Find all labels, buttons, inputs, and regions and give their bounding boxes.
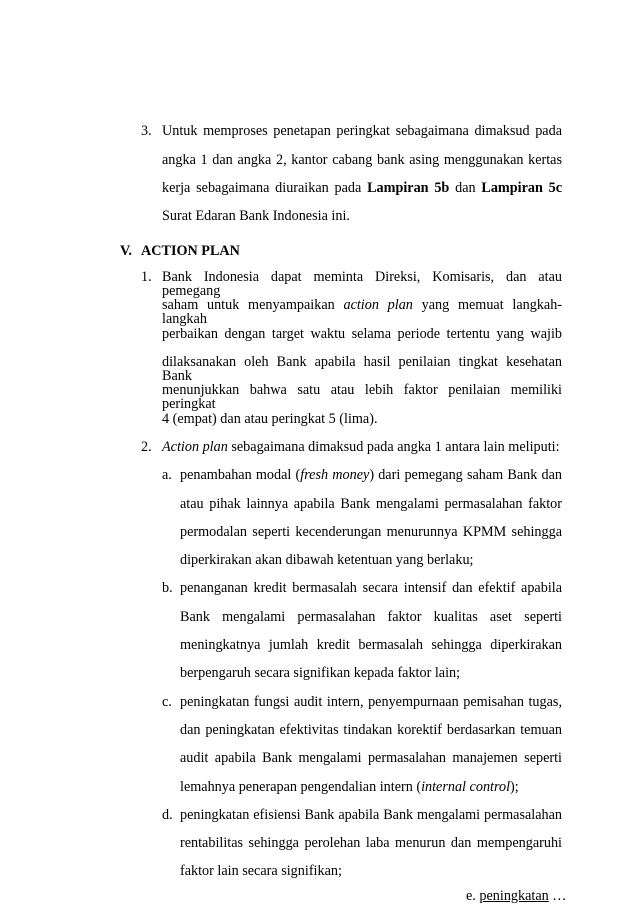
internal-control-term: internal control [421,779,511,795]
sub-c-line-4: lemahnya penerapan pengendalian intern (internal control); [180,779,519,795]
continuation-link: peningkatan [479,888,549,904]
sub-b-line-3: meningkatnya jumlah kredit bermasalah sehingga diperkirakan [180,637,562,653]
sub-a-line-3: permodalan seperti kecenderungan menurunnya KPMM sehingga [180,524,562,540]
item-1-line-6: 4 (empat) dan atau peringkat 5 (lima). [162,411,378,427]
section-number: V. [120,243,132,259]
fresh-money-term: fresh money [300,467,370,483]
sub-a-line-4: diperkirakan akan dibawah ketentuan yang berlaku; [180,552,474,568]
lampiran-5b: Lampiran 5b [367,180,450,196]
item-2-line: Action plan sebagaimana dimaksud pada angka 1 antara lain meliputi: [162,439,560,455]
item-1-line-3: perbaikan dengan target waktu selama periode tertentu yang wajib [162,326,562,342]
item-1-line-2: saham untuk menyampaikan action plan yang memuat langkah-langkah [162,297,563,328]
item-1-line-4: dilaksanakan oleh Bank apabila hasil penilaian tingkat kesehatan Bank [162,354,562,385]
sub-b-line-4: berpengaruh secara signifikan kepada faktor lain; [180,665,461,681]
section-title: ACTION PLAN [141,243,240,259]
item-3-number: 3. [141,123,152,139]
sub-b-line-1: penanganan kredit bermasalah secara intensif dan efektif apabila [180,580,562,596]
sub-d-line-3: faktor lain secara signifikan; [180,863,342,879]
action-plan-term: action plan [343,297,413,313]
sub-c-line-3: audit apabila Bank mengalami permasalahan manajemen seperti [180,750,562,766]
item-1-number: 1. [141,269,152,285]
sub-d-letter: d. [162,807,173,823]
item-3-line-1: Untuk memproses penetapan peringkat sebagaimana dimaksud pada [162,123,562,139]
continuation-marker: e. peningkatan … [466,888,567,904]
sub-a-letter: a. [162,467,172,483]
sub-b-letter: b. [162,580,173,596]
sub-b-line-2: Bank mengalami permasalahan faktor kualitas aset seperti [180,609,562,625]
sub-a-line-2: atau pihak lainnya apabila Bank mengalami permasalahan faktor [180,496,562,512]
action-plan-term: Action plan [162,439,228,455]
lampiran-5c: Lampiran 5c [481,180,563,196]
sub-a-line-1: penambahan modal (fresh money) dari pemegang saham Bank dan [180,467,562,483]
sub-c-letter: c. [162,694,172,710]
sub-c-line-2: dan peningkatan efektivitas tindakan korektif berdasarkan temuan [180,722,562,738]
sub-c-line-1: peningkatan fungsi audit intern, penyempurnaan pemisahan tugas, [180,694,562,710]
sub-d-line-2: rentabilitas sehingga perolehan laba menurun dan mempengaruhi [180,835,562,851]
item-1-line-5: menunjukkan bahwa satu atau lebih faktor penilaian memiliki peringkat [162,382,562,413]
item-3-line-4: Surat Edaran Bank Indonesia ini. [162,208,350,224]
item-2-number: 2. [141,439,152,455]
item-1-line-1: Bank Indonesia dapat meminta Direksi, Komisaris, dan atau pemegang [162,269,562,300]
item-3-line-2: angka 1 dan angka 2, kantor cabang bank asing menggunakan kertas [162,152,562,168]
item-3-line-3: kerja sebagaimana diuraikan pada Lampiran 5b dan Lampiran 5c [162,180,563,196]
sub-d-line-1: peningkatan efisiensi Bank apabila Bank mengalami permasalahan [180,807,562,823]
